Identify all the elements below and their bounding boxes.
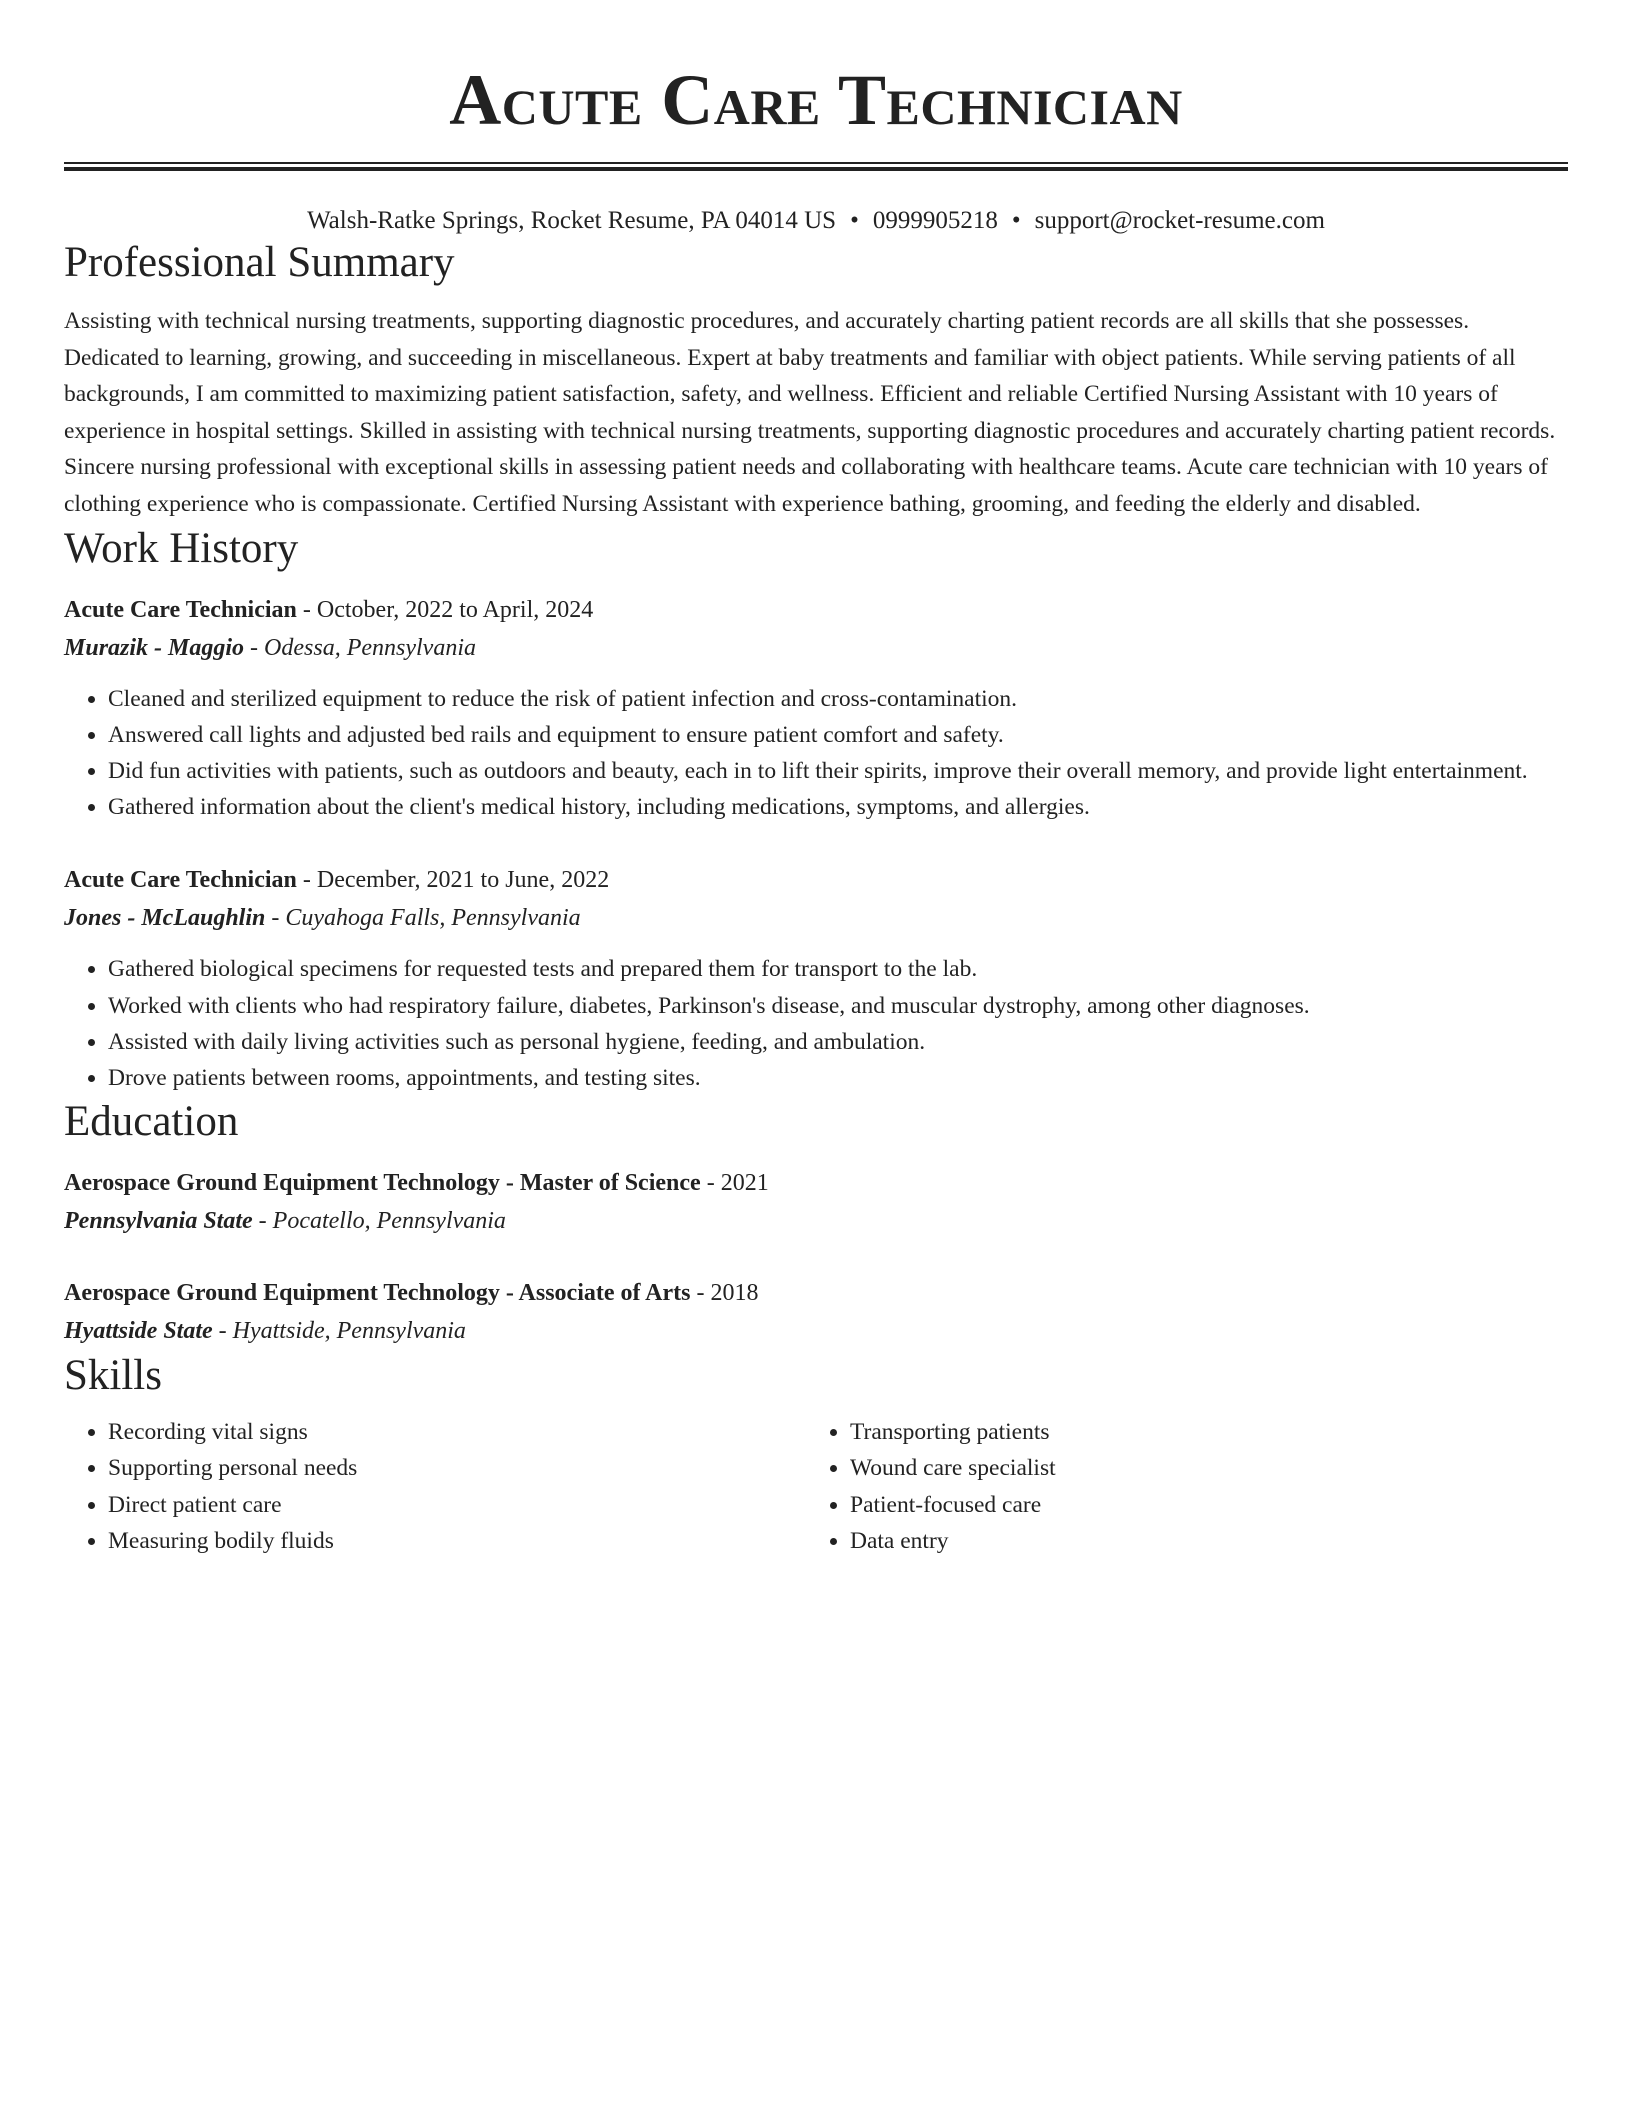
job-bullets — [64, 951, 1568, 1096]
skill-item: • Recording vital signs — [108, 1414, 806, 1450]
education-program-line — [64, 1164, 1568, 1202]
skill-item: • Measuring bodily fluids — [108, 1523, 806, 1559]
education-year: 2021 — [720, 1170, 769, 1197]
job-title: Acute Care Technician — [64, 596, 297, 623]
job-entry — [64, 591, 1568, 826]
job-entry — [64, 861, 1568, 1096]
job-title-line — [64, 861, 1568, 899]
education-school-line — [64, 1202, 1568, 1240]
education-school: Pennsylvania State — [64, 1208, 253, 1235]
job-bullet: • Assisted with daily living activities such as personal hygiene, feeding, and ambulation. — [108, 1024, 1568, 1060]
education-location: Pocatello, Pennsylvania — [272, 1208, 506, 1235]
skills-column-right — [806, 1414, 1548, 1559]
job-company: Jones - McLaughlin — [64, 905, 266, 932]
contact-address: Walsh-Ratke Springs, Rocket Resume, PA 04014 US — [307, 207, 837, 234]
education-dash: - — [690, 1280, 711, 1307]
job-title-line — [64, 591, 1568, 629]
job-title: Acute Care Technician — [64, 867, 297, 894]
education-entry — [64, 1164, 1568, 1240]
skill-item: • Wound care specialist — [850, 1450, 1548, 1486]
skills-grid — [64, 1414, 1568, 1559]
education-year: 2018 — [710, 1280, 759, 1307]
job-dash: - — [244, 634, 265, 661]
education-entry — [64, 1274, 1568, 1350]
contact-email: support@rocket-resume.com — [1034, 207, 1325, 234]
education-school-line — [64, 1312, 1568, 1350]
contact-phone: 0999905218 — [872, 207, 998, 234]
contact-separator: • — [1011, 207, 1021, 234]
job-bullet: • Drove patients between rooms, appointments, and testing sites. — [108, 1060, 1568, 1096]
education-dash: - — [700, 1170, 721, 1197]
education-location: Hyattside, Pennsylvania — [232, 1318, 466, 1345]
job-location: Cuyahoga Falls, Pennsylvania — [285, 905, 581, 932]
contact-separator: • — [850, 207, 859, 234]
contact-line — [64, 205, 1568, 237]
job-dash: - — [296, 867, 317, 894]
summary-text: Assisting with technical nursing treatments, supporting diagnostic procedures, and accurately charting patient records are all skills that she possesses. Dedicated to learning, growing, and succeeding in miscellaneous. Expert at baby treatments and familiar with object patients. While serving patients of all backgrounds, I am committed to maximizing patient satisfaction, safety, and wellness. Efficient and reliable Certified Nursing Assistant with 10 years of experience in hospital settings. Skilled in assisting with technical nursing treatments, supporting diagnostic procedures and accurately charting patient records. Sincere nursing professional with exceptional skills in assessing patient needs and collaborating with healthcare teams. Acute care technician with 10 years of clothing experience who is compassionate. Certified Nursing Assistant with experience bathing, grooming, and feeding the elderly and disabled. — [64, 308, 1556, 517]
education-program: Aerospace Ground Equipment Technology - Associate of Arts — [64, 1280, 691, 1307]
job-bullet: • Did fun activities with patients, such as outdoors and beauty, each in to lift their spirits, improve their overall memory, and provide light entertainment. — [108, 753, 1568, 789]
education-school: Hyattside State — [64, 1318, 213, 1345]
work-history-heading: Work History — [64, 524, 299, 572]
education-program-line — [64, 1274, 1568, 1312]
job-bullet: • Gathered biological specimens for requested tests and prepared them for transport to the lab. — [108, 951, 1568, 987]
skills-heading: Skills — [64, 1352, 162, 1400]
job-dash: - — [265, 905, 286, 932]
skills-column-left — [64, 1414, 806, 1559]
job-dates: December, 2021 to June, 2022 — [316, 867, 610, 894]
skill-item: • Supporting personal needs — [108, 1450, 806, 1486]
job-bullet: • Worked with clients who had respiratory failure, diabetes, Parkinson's disease, and muscular dystrophy, among other diagnoses. — [108, 988, 1568, 1024]
job-location: Odessa, Pennsylvania — [264, 634, 477, 661]
job-dates: October, 2022 to April, 2024 — [316, 596, 594, 623]
skill-item: • Data entry — [850, 1523, 1548, 1559]
job-bullets — [64, 681, 1568, 826]
job-bullet: • Answered call lights and adjusted bed rails and equipment to ensure patient comfort and safety. — [108, 717, 1568, 753]
education-program: Aerospace Ground Equipment Technology - Master of Science — [64, 1170, 701, 1197]
job-company-line — [64, 629, 1568, 667]
job-bullet: • Cleaned and sterilized equipment to reduce the risk of patient infection and cross-contamination. — [108, 681, 1568, 717]
resume-title: Acute Care Technician — [449, 60, 1183, 140]
job-dash: - — [296, 596, 317, 623]
education-dash: - — [252, 1208, 273, 1235]
job-company-line — [64, 899, 1568, 937]
skill-item: • Direct patient care — [108, 1487, 806, 1523]
skill-item: • Patient-focused care — [850, 1487, 1548, 1523]
job-bullet: • Gathered information about the client's medical history, including medications, symptoms, and allergies. — [108, 789, 1568, 825]
title-double-rule — [64, 162, 1568, 171]
summary-heading: Professional Summary — [64, 239, 455, 286]
job-company: Murazik - Maggio — [64, 634, 245, 661]
education-dash: - — [212, 1318, 233, 1345]
skill-item: • Transporting patients — [850, 1414, 1548, 1450]
education-heading: Education — [64, 1098, 239, 1146]
